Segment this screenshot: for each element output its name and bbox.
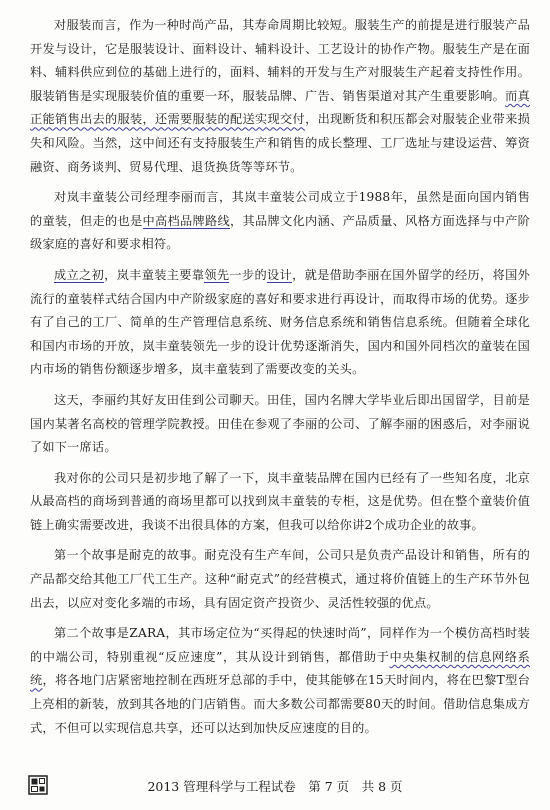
paragraph (30, 264, 530, 382)
page-footer (0, 773, 550, 801)
paragraph-text: ，将各地门店紧密地控制在西班牙总部的手中，使其能够在15天时间内，将在巴黎T型台上亮相的新装，放到其各地的门店销售。而大多数公司都需要80天的时间。借助信息集成方式，不但可以实现信息共享，还可以达到加快反应速度的目的。 (30, 673, 531, 735)
handwritten-underline: 而真正能销售出去的服装，还需要服装的配送实现交付 (30, 88, 530, 127)
paragraph-text: 第一个故事是耐克的故事。耐克没有生产车间，公司只是负责产品设计和销售，所有的产品都交给其他工厂代工生产。这种“耐克式”的经营模式，通过将价值链上的生产环节外包出去，以应对变化多端的市场，具有固定资产投资少、灵活性较强的优点。 (30, 548, 530, 610)
handwritten-underline: 设计 (267, 267, 293, 282)
paragraph-text: 一步的 (229, 267, 268, 282)
document-body (30, 14, 530, 747)
paragraph (30, 14, 530, 179)
handwritten-underline: 中高档品牌路线 (142, 213, 231, 228)
paragraph-text: 我对你的公司只是初步地了解了一下，岚丰童装品牌在国内已经有了一些知名度，北京从最高档的商场到普通的商场里都可以找到岚丰童装的专柜，这是优势。但在整个童装价值链上确实需要改进，我谈不出很具体的方案，但我可以给你讲2个成功企业的故事。 (30, 470, 530, 532)
paragraph-text: ，其品牌文化内涵、产品质量、风格方面选择与中产阶级家庭的喜好和要求相符。 (30, 213, 530, 252)
paragraph-text: ，岚丰童装主要靠 (104, 267, 205, 282)
paragraph (30, 622, 530, 740)
page-number-text: 2013 管理科学与工程试卷 第 7 页 共 8 页 (147, 779, 403, 794)
paragraph-text: ，就是借助李丽在国外留学的经历，将国外流行的童装样式结合国内中产阶级家庭的喜好和要求进行再设计，而取得市场的优势。逐步有了自己的工厂、简单的生产管理信息系统、财务信息系统和销售信息系统。但随着全球化和国内市场的开放，岚丰童装领先一步的设计优势逐渐消失，国内和国外同档次的童装在国内市场的销售份额逐步增多，岚丰童装到了需要改变的关头。 (30, 267, 530, 377)
paragraph-text: 对岚丰童装公司经理李丽而言，其岚丰童装公司成立于1988年，虽然是面向国内销售的童装，但走的也是 (30, 190, 530, 228)
paragraph (30, 467, 530, 538)
handwritten-underline: 成立之初 (54, 267, 105, 282)
handwritten-underline: 中央集权制的信息网络系统 (30, 649, 531, 688)
paragraph (30, 544, 530, 615)
paragraph-text: 第二个故事是ZARA，其市场定位为“买得起的快速时尚”，同样作为一个模仿高档时装的中端公司，特别重视“反应速度”，其从设计到销售，都借助于 (30, 626, 530, 664)
paragraph (30, 389, 530, 460)
paragraph-text: 对服装而言，作为一种时尚产品，其寿命周期比较短。服装生产的前提是进行服装产品开发与设计，它是服装设计、面料设计、辅料设计、工艺设计的协作产物。服装生产是在面料、辅料供应到位的基础上进行的，面料、辅料的开发与生产对服装生产起着支持性作用。服装销售是实现服装价值的重要一环，服装品牌、广告、销售渠道对其产生重要影响。 (30, 18, 530, 103)
paragraph (30, 186, 530, 257)
handwritten-underline: 领先 (204, 267, 230, 282)
paragraph-text: ，出现断货和积压都会对服装企业带来损失和风险。当然，这中间还有支持服装生产和销售的成长整理、工厂选址与建设运营、筹资融资、商务谈判、贸易代理、退货换货等等环节。 (30, 112, 530, 174)
paragraph-text: 这天，李丽约其好友田佳到公司聊天。田佳，国内名牌大学毕业后即出国留学，目前是国内某著名高校的管理学院教授。田佳在参观了李丽的公司、了解李丽的困惑后，对李丽说了如下一席话。 (30, 392, 530, 455)
